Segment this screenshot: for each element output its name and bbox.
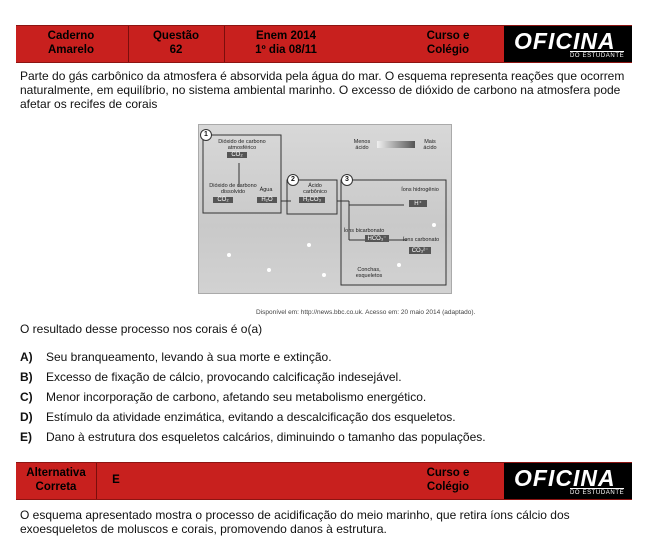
question-prompt: O resultado desse processo nos corais é o(a)	[20, 322, 263, 336]
bubble	[432, 223, 436, 227]
option-text: Estímulo da atividade enzimática, evitando a descalcificação dos esqueletos.	[46, 410, 456, 424]
option-letter: E)	[20, 430, 32, 444]
step-number-1: 1	[200, 129, 212, 141]
curso-line2: Colégio	[426, 44, 470, 56]
caderno-value: Amarelo	[47, 44, 95, 56]
figure-caption: Disponível em: http://news.bbc.co.uk. Acesso em: 20 maio 2014 (adaptado).	[256, 309, 476, 316]
bubble	[397, 263, 401, 267]
header-bar	[16, 25, 632, 63]
acidity-gradient-bar	[377, 141, 415, 148]
diagram-figure	[198, 124, 452, 294]
questao-cell	[131, 29, 221, 57]
enem-cell	[226, 29, 346, 57]
alternativa-cell	[20, 466, 92, 494]
legend-mais-acido: Mais ácido	[423, 139, 437, 151]
label-conchas: Conchas, esqueletos	[355, 267, 383, 279]
logo-text: OFICINA	[514, 28, 616, 54]
label-ions-hidrogenio: Íons hidrogênio	[401, 187, 439, 193]
curso-cell	[408, 29, 488, 57]
label-co2-atmosferico: Dióxido de carbono atmosférico	[218, 139, 266, 151]
legend-menos-acido: Menos ácido	[353, 139, 371, 151]
caderno-cell	[26, 29, 116, 57]
option-c[interactable]	[20, 390, 426, 404]
bubble	[267, 268, 271, 272]
logo-subtitle: DO ESTUDANTE	[570, 490, 625, 496]
label-acido-carbonico: Ácido carbônico	[303, 183, 327, 195]
label-ions-bicarbonato: Íons bicarbonato	[343, 228, 385, 234]
bubble	[322, 273, 326, 277]
option-letter: C)	[20, 390, 33, 404]
correct-answer: E	[112, 474, 120, 486]
formula-h2o: H₂O	[257, 197, 277, 203]
curso-line1: Curso e	[426, 467, 470, 479]
formula-hco3: HCO₃⁻	[365, 235, 389, 242]
oficina-logo	[504, 26, 632, 62]
option-d[interactable]	[20, 410, 456, 424]
formula-co3: CO₃²⁻	[409, 247, 431, 254]
header-divider	[224, 26, 225, 62]
option-text: Excesso de fixação de cálcio, provocando calcificação indesejável.	[46, 370, 402, 384]
option-letter: D)	[20, 410, 33, 424]
option-letter: B)	[20, 370, 33, 384]
formula-co2-atm: CO₂	[227, 152, 247, 158]
option-text: Seu branqueamento, levando à sua morte e extinção.	[46, 350, 332, 364]
oficina-logo	[504, 463, 632, 499]
questao-value: 62	[169, 44, 183, 56]
option-letter: A)	[20, 350, 33, 364]
caderno-label: Caderno	[47, 30, 95, 42]
question-text: Parte do gás carbônico da atmosfera é absorvida pela água do mar. O esquema representa reações que ocorrem naturalmente, em equilíbrio, no sistema ambiental marinho. O excesso de dióxido de carbono na atmosfera pode afetar os recifes de corais	[20, 69, 625, 111]
answer-bar	[16, 462, 632, 500]
step-number-3: 3	[341, 174, 353, 186]
curso-cell	[408, 466, 488, 494]
bubble	[227, 253, 231, 257]
option-a[interactable]	[20, 350, 332, 364]
option-text: Dano à estrutura dos esqueletos calcários, diminuindo o tamanho das populações.	[46, 430, 486, 444]
step-number-2: 2	[287, 174, 299, 186]
option-text: Menor incorporação de carbono, afetando seu metabolismo energético.	[46, 390, 427, 404]
enem-label: Enem 2014	[255, 30, 317, 42]
option-b[interactable]	[20, 370, 402, 384]
alternativa-label-1: Alternativa	[26, 467, 86, 479]
alternativa-label-2: Correta	[35, 481, 77, 493]
curso-line1: Curso e	[426, 30, 470, 42]
option-e[interactable]	[20, 430, 486, 444]
formula-co2-diss: CO₂	[213, 197, 233, 203]
label-co2-dissolvido: Dióxido de carbono dissolvido	[209, 183, 257, 195]
bubble	[307, 243, 311, 247]
formula-h2co3: H₂CO₃	[299, 197, 325, 203]
enem-value: 1º dia 08/11	[255, 44, 317, 56]
answer-explanation: O esquema apresentado mostra o processo de acidificação do meio marinho, que retira íons cálcio dos exoesqueletos de moluscos e corais, promovendo danos à estrutura.	[20, 508, 570, 536]
label-ions-carbonato: Íons carbonato	[402, 237, 440, 243]
formula-h: H⁺	[409, 200, 427, 207]
label-agua: Água	[259, 187, 273, 193]
header-divider	[128, 26, 129, 62]
curso-line2: Colégio	[426, 481, 470, 493]
logo-text: OFICINA	[514, 465, 616, 491]
logo-subtitle: DO ESTUDANTE	[570, 53, 625, 59]
header-divider	[96, 463, 97, 499]
questao-label: Questão	[152, 30, 199, 42]
